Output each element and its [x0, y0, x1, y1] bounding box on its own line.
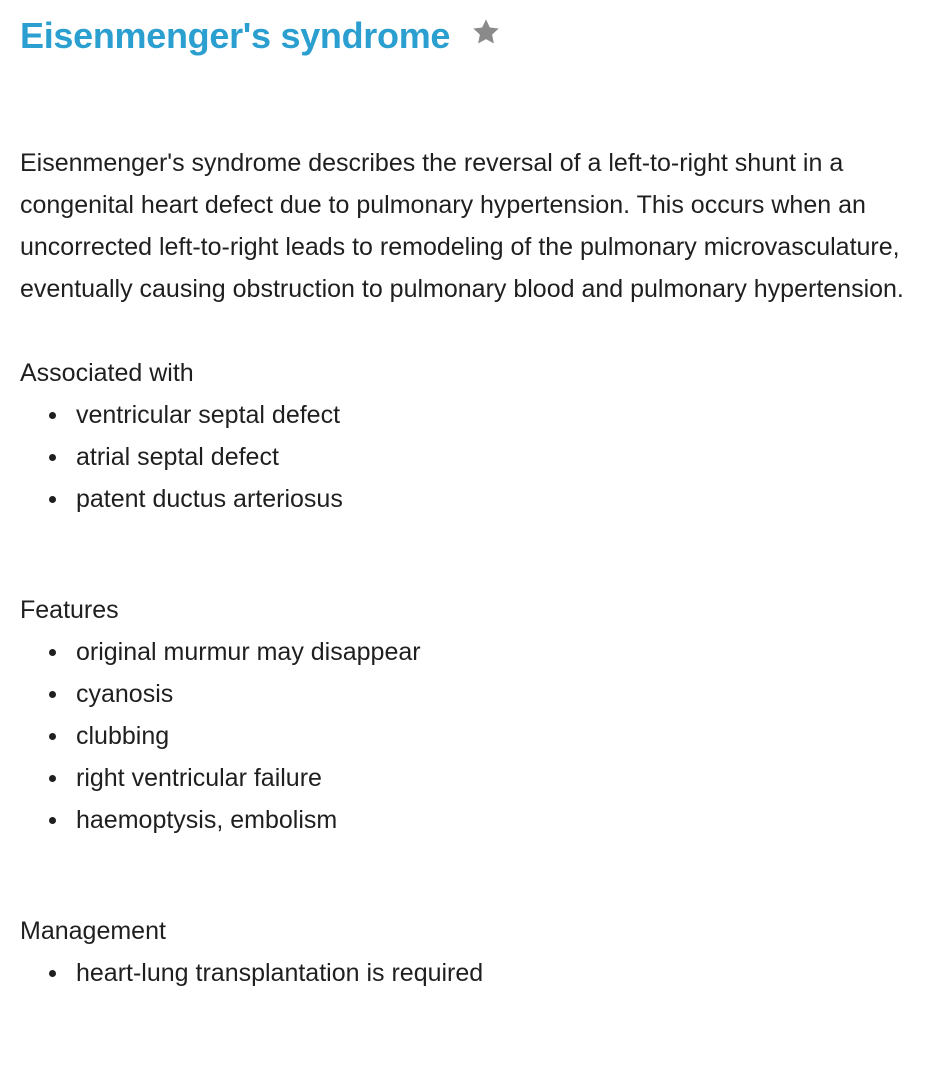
list-item: atrial septal defect: [76, 436, 914, 478]
list-item: patent ductus arteriosus: [76, 478, 914, 520]
section-associated-with: [20, 352, 914, 520]
list-item: ventricular septal defect: [76, 394, 914, 436]
star-icon[interactable]: [470, 16, 502, 48]
list-item: cyanosis: [76, 673, 914, 715]
section-features: [20, 589, 914, 841]
list: [20, 631, 914, 841]
list: [20, 394, 914, 520]
section-management: [20, 910, 914, 994]
list-item: clubbing: [76, 715, 914, 757]
title-row: [20, 16, 914, 56]
list-item: haemoptysis, embolism: [76, 799, 914, 841]
intro-paragraph: Eisenmenger's syndrome describes the reversal of a left-to-right shunt in a congenital heart defect due to pulmonary hypertension. This occurs when an uncorrected left-to-right leads to remodeling of the pulmonary microvasculature, eventually causing obstruction to pulmonary blood and pulmonary hypertension.: [20, 149, 904, 303]
list-item: original murmur may disappear: [76, 631, 914, 673]
section-heading: Features: [20, 596, 119, 624]
section-heading: Associated with: [20, 359, 194, 387]
list-item: heart-lung transplantation is required: [76, 952, 914, 994]
list-item: right ventricular failure: [76, 757, 914, 799]
article: [0, 16, 934, 1074]
page-title: Eisenmenger's syndrome: [20, 15, 451, 56]
section-heading: Management: [20, 917, 166, 945]
list: [20, 952, 914, 994]
